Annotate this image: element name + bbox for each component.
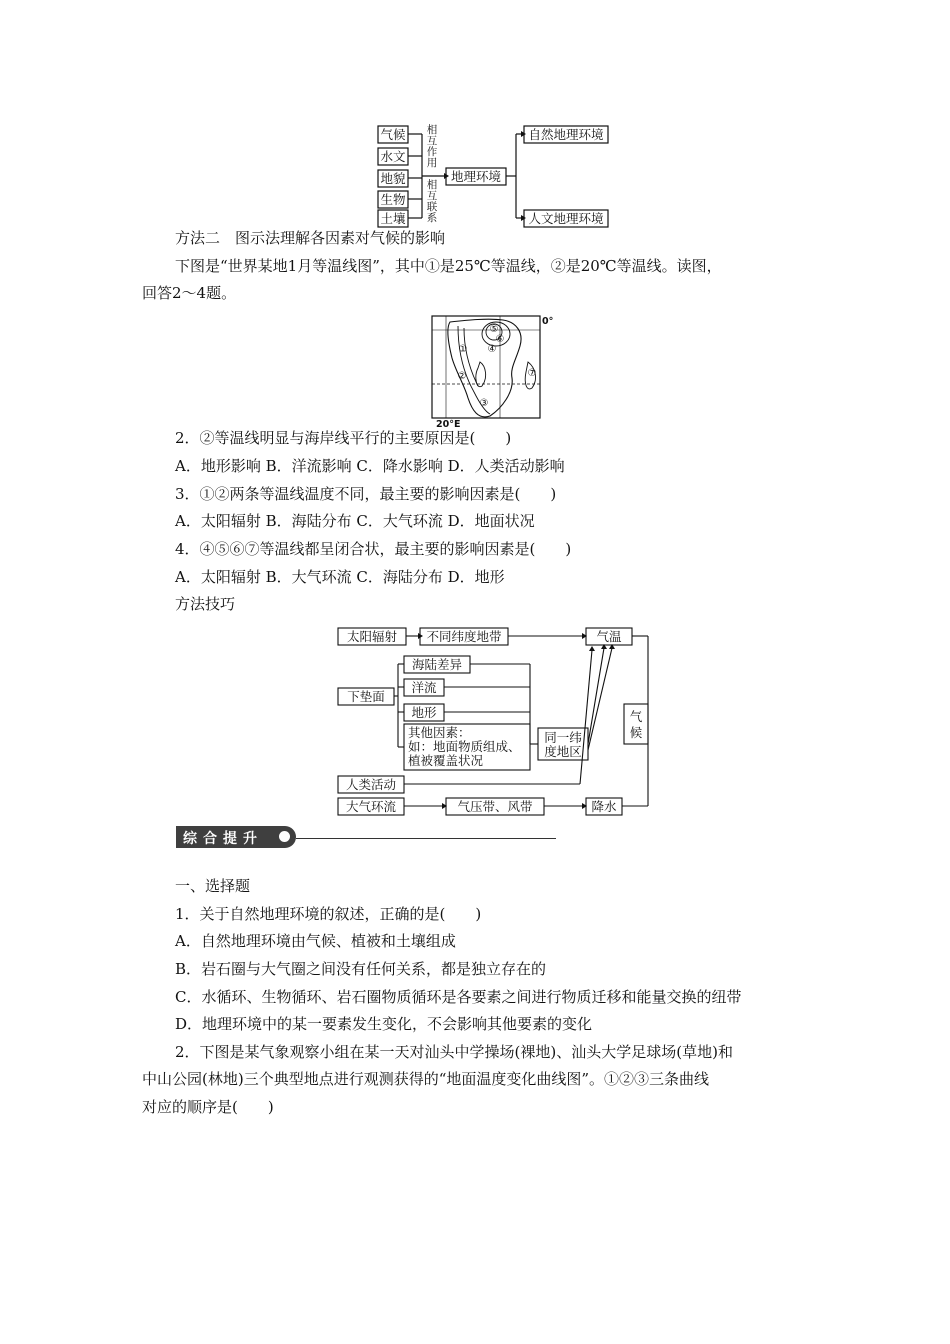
method2-heading: 方法二 图示法理解各因素对气候的影响: [175, 229, 446, 247]
factor-biology: 生物: [380, 192, 406, 207]
question-stem: 2．②等温线明显与海岸线平行的主要原因是( ): [175, 429, 512, 447]
geo-environment-diagram: [370, 122, 620, 230]
relation-char: 互: [426, 135, 438, 147]
question-options: A．太阳辐射 B．大气环流 C．海陆分布 D．地形: [175, 568, 505, 586]
map-marker-2: ②: [457, 371, 467, 382]
climate-factors-diagram: [334, 624, 660, 820]
q1-stem: 1．关于自然地理环境的叙述，正确的是( ): [175, 905, 482, 923]
relation-char: 互: [426, 190, 438, 202]
center-geo-environment: 地理环境: [450, 169, 502, 184]
section-banner: [176, 826, 296, 848]
map-marker-1: ①: [458, 344, 468, 355]
q1-option-c: C．水循环、生物循环、岩石圈物质循环是各要素之间进行物质迁移和能量交换的纽带: [175, 988, 742, 1006]
natural-environment: 自然地理环境: [528, 127, 604, 142]
question-options: A．太阳辐射 B．海陆分布 C．大气环流 D．地面状况: [175, 512, 535, 530]
other-factors-3: 植被覆盖状况: [408, 753, 484, 768]
latitude-zones: 不同纬度地带: [426, 629, 502, 644]
map-marker-5: ⑤: [489, 324, 499, 335]
map-marker-6: ⑥: [495, 334, 505, 345]
relation-char: 联: [426, 201, 438, 213]
relation-char: 作: [426, 146, 438, 158]
banner-label: 综合提升: [183, 831, 263, 847]
map-lon-20e: 20°E: [436, 419, 461, 428]
other-factors-1: 其他因素：: [408, 725, 471, 740]
temperature: 气温: [596, 629, 622, 644]
pressure-wind-belts: 气压带、风带: [457, 799, 533, 814]
factor-landform: 地貌: [380, 171, 406, 186]
map-marker-7: ⑦: [527, 368, 537, 379]
question-stem: 3．①②两条等温线温度不同，最主要的影响因素是( ): [175, 485, 557, 503]
atmospheric-circulation: 大气环流: [345, 799, 397, 814]
underlying-surface: 下垫面: [347, 689, 385, 704]
factor-climate: 气候: [380, 127, 406, 142]
method-tips-heading: 方法技巧: [175, 595, 236, 613]
relation-char: 相: [426, 179, 438, 191]
terrain: 地形: [411, 705, 437, 720]
human-environment: 人文地理环境: [528, 211, 604, 226]
precipitation: 降水: [591, 799, 617, 814]
q1-option-d: D．地理环境中的某一要素发生变化，不会影响其他要素的变化: [175, 1015, 593, 1033]
banner-dot: [279, 831, 290, 842]
climate-char: 气: [629, 709, 643, 724]
q2-line1: 2．下图是某气象观察小组在某一天对汕头中学操场(裸地)、汕头大学足球场(草地)和: [175, 1043, 733, 1061]
map-lon-0: 0°: [542, 316, 554, 327]
question-stem: 4．④⑤⑥⑦等温线都呈闭合状，最主要的影响因素是( ): [175, 540, 572, 558]
solar-radiation: 太阳辐射: [346, 629, 398, 644]
banner-rule: [296, 838, 556, 839]
same-latitude-1: 同一纬: [544, 730, 582, 745]
same-latitude-2: 度地区: [544, 744, 582, 759]
factor-soil: 土壤: [380, 211, 406, 226]
map-marker-4: ④: [487, 344, 497, 355]
factor-hydrology: 水文: [380, 149, 406, 164]
method2-intro-line2: 回答2～4题。: [142, 284, 237, 302]
isotherm-map: [428, 312, 560, 428]
climate-char: 候: [629, 725, 643, 740]
relation-char: 用: [426, 157, 438, 169]
question-options: A．地形影响 B．洋流影响 C．降水影响 D．人类活动影响: [175, 457, 565, 475]
human-activity: 人类活动: [345, 777, 397, 792]
land-sea-difference: 海陆差异: [411, 657, 463, 672]
q1-option-b: B．岩石圈与大气圈之间没有任何关系，都是独立存在的: [175, 960, 547, 978]
q2-line2: 中山公园(林地)三个典型地点进行观测获得的“地面温度变化曲线图”。①②③三条曲线: [142, 1070, 710, 1088]
q2-line3: 对应的顺序是( ): [142, 1098, 274, 1116]
relation-char: 相: [426, 124, 438, 136]
section-title: 一、选择题: [175, 877, 251, 895]
relation-char: 系: [426, 212, 438, 224]
map-marker-3: ③: [479, 398, 489, 409]
ocean-current: 洋流: [411, 680, 437, 695]
method2-intro-line1: 下图是“世界某地1月等温线图”，其中①是25℃等温线，②是20℃等温线。读图，: [175, 257, 722, 275]
q1-option-a: A．自然地理环境由气候、植被和土壤组成: [175, 932, 456, 950]
other-factors-2: 如：地面物质组成、: [408, 739, 521, 754]
